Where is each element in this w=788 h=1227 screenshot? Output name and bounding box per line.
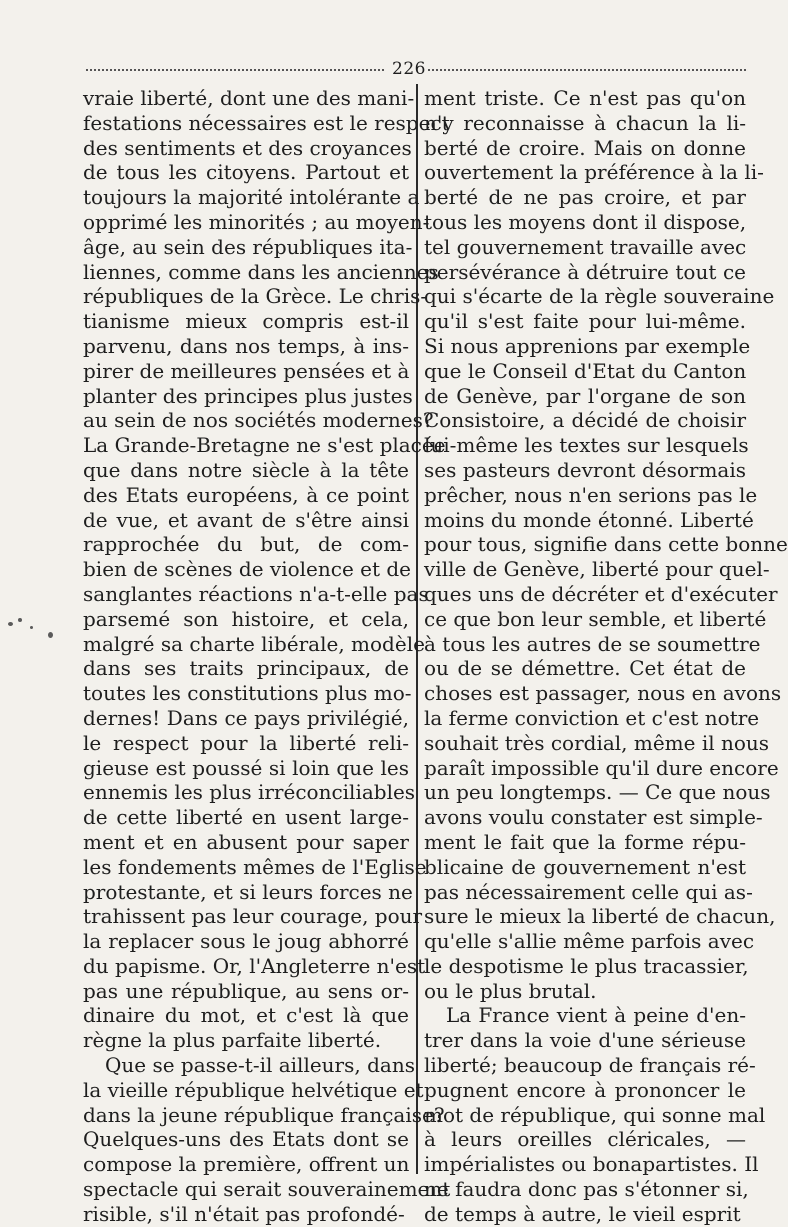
text-line: festations nécessaires est le respect [83, 110, 450, 135]
text-line: ment le fait que la forme répu- [424, 829, 746, 854]
text-line: ne faudra donc pas s'étonner si, [424, 1177, 749, 1202]
column-divider [416, 84, 418, 1174]
text-line: que le Conseil d'Etat du Canton [424, 358, 747, 383]
text-line: Consistoire, a décidé de choisir [424, 408, 746, 433]
text-line: au sein de nos sociétés modernes? [83, 408, 434, 433]
text-line: qui s'écarte de la règle souveraine [424, 284, 775, 309]
text-line: de cette liberté en usent large- [83, 805, 409, 830]
text-line: n'y reconnaisse à chacun la li- [424, 110, 746, 135]
text-line: bien de scènes de violence et de [83, 557, 412, 582]
text-line: persévérance à détruire tout ce [424, 259, 746, 284]
text-line: Que se passe-t-il ailleurs, dans [105, 1053, 415, 1078]
text-line: qu'elle s'allie même parfois avec [424, 929, 755, 954]
page-number: 226 [392, 59, 426, 79]
text-line: prêcher, nous n'en serions pas le [424, 482, 758, 507]
text-line: mot de république, qui sonne mal [424, 1102, 766, 1127]
text-line: trahissent pas leur courage, pour [83, 904, 423, 929]
text-line: lui-même les textes sur lesquels [424, 433, 749, 458]
text-line: La France vient à peine d'en- [446, 1003, 746, 1028]
text-line: ques uns de décréter et d'exécuter [424, 581, 778, 606]
text-line: Quelques-uns des Etats dont se [83, 1127, 409, 1152]
text-line: gieuse est poussé si loin que les [83, 755, 409, 780]
text-line: avons voulu constater est simple- [424, 805, 763, 830]
text-line: choses est passager, nous en avons [424, 681, 782, 706]
text-line: pas une république, au sens or- [83, 978, 409, 1003]
text-line: berté de croire. Mais on donne [424, 135, 746, 160]
text-line: berté de ne pas croire, et par [424, 185, 746, 210]
text-line: de Genève, par l'organe de son [424, 383, 746, 408]
text-line: ou de se démettre. Cet état de [424, 656, 746, 681]
text-line: compose la première, offrent un [83, 1152, 410, 1177]
left-column [83, 86, 451, 1227]
text-line: spectacle qui serait souverainement [83, 1177, 451, 1202]
text-line: ses pasteurs devront désormais [424, 457, 746, 482]
text-line: dans ses traits principaux, de [83, 656, 409, 681]
text-line: protestante, et si leurs forces ne [83, 879, 413, 904]
text-line: du papisme. Or, l'Angleterre n'est [83, 953, 426, 978]
text-line: le despotisme le plus tracassier, [424, 953, 749, 978]
text-line: des Etats européens, à ce point [83, 482, 409, 507]
header-rule-left [86, 69, 384, 71]
right-column [424, 86, 788, 1227]
text-line: parsemé son histoire, et cela, [83, 606, 409, 631]
text-line: moins du monde étonné. Liberté [424, 507, 754, 532]
text-line: liberté; beaucoup de français ré- [424, 1053, 756, 1078]
text-line: pas nécessairement celle qui as- [424, 879, 753, 904]
text-line: de temps à autre, le vieil esprit [424, 1201, 741, 1226]
text-line: parvenu, dans nos temps, à ins- [83, 333, 409, 358]
text-line: dernes! Dans ce pays privilégié, [83, 705, 409, 730]
ink-speck [8, 622, 13, 626]
text-line: liennes, comme dans les anciennes [83, 259, 439, 284]
text-line: ville de Genève, liberté pour quel- [424, 557, 770, 582]
text-line: dans la jeune république française? [83, 1102, 445, 1127]
text-line: pirer de meilleures pensées et à [83, 358, 410, 383]
text-line: un peu longtemps. — Ce que nous [424, 780, 771, 805]
text-line: dinaire du mot, et c'est là que [83, 1003, 409, 1028]
text-line: ou le plus brutal. [424, 978, 597, 1003]
text-line: toujours la majorité intolérante a [83, 185, 420, 210]
text-line: toutes les constitutions plus mo- [83, 681, 412, 706]
text-line: les fondements mêmes de l'Eglise [83, 854, 427, 879]
text-line: vraie liberté, dont une des mani- [83, 86, 415, 110]
text-line: planter des principes plus justes [83, 383, 413, 408]
text-line: de vue, et avant de s'être ainsi [83, 507, 409, 532]
text-line: la replacer sous le joug abhorré [83, 929, 409, 954]
text-line: à tous les autres de se soumettre [424, 631, 761, 656]
ink-speck [30, 626, 33, 629]
text-line: impérialistes ou bonapartistes. Il [424, 1152, 759, 1177]
text-line: tous les moyens dont il dispose, [424, 209, 747, 234]
text-line: ment triste. Ce n'est pas qu'on [424, 86, 746, 110]
text-line: ouvertement la préférence à la li- [424, 160, 764, 185]
text-line: trer dans la voie d'une sérieuse [424, 1028, 746, 1053]
text-line: règne la plus parfaite liberté. [83, 1028, 382, 1053]
text-line: ce que bon leur semble, et liberté [424, 606, 767, 631]
text-line: sure le mieux la liberté de chacun, [424, 904, 776, 929]
text-line: malgré sa charte libérale, modèle [83, 631, 425, 656]
text-line: paraît impossible qu'il dure encore [424, 755, 779, 780]
text-line: pugnent encore à prononcer le [424, 1077, 746, 1102]
text-line: risible, s'il n'était pas profondé- [83, 1201, 405, 1226]
ink-speck [18, 618, 22, 622]
text-line: qu'il s'est faite pour lui-même. [424, 309, 746, 334]
text-line: souhait très cordial, même il nous [424, 730, 770, 755]
text-line: âge, au sein des républiques ita- [83, 234, 413, 259]
ink-speck [48, 632, 53, 638]
text-line: blicaine de gouvernement n'est [424, 854, 746, 879]
text-line: tel gouvernement travaille avec [424, 234, 747, 259]
text-line: la ferme conviction et c'est notre [424, 705, 760, 730]
text-line: de tous les citoyens. Partout et [83, 160, 409, 185]
text-line: tianisme mieux compris est-il [83, 309, 409, 334]
text-line: républiques de la Grèce. Le chris- [83, 284, 428, 309]
text-line: des sentiments et des croyances [83, 135, 412, 160]
page-header [86, 58, 746, 80]
text-line: ment et en abusent pour saper [83, 829, 409, 854]
text-line: sanglantes réactions n'a-t-elle pas [83, 581, 429, 606]
text-line: la vieille république helvétique et [83, 1077, 424, 1102]
text-line: que dans notre siècle à la tête [83, 457, 409, 482]
text-line: Si nous apprenions par exemple [424, 333, 751, 358]
text-line: opprimé les minorités ; au moyen- [83, 209, 430, 234]
text-line: rapprochée du but, de com- [83, 532, 409, 557]
text-line: La Grande-Bretagne ne s'est placée [83, 433, 446, 458]
header-rule-right [428, 69, 746, 71]
text-line: à leurs oreilles cléricales, — [424, 1127, 746, 1152]
text-line: le respect pour la liberté reli- [83, 730, 409, 755]
text-line: ennemis les plus irréconciliables [83, 780, 416, 805]
text-line: pour tous, signifie dans cette bonne [424, 532, 788, 557]
